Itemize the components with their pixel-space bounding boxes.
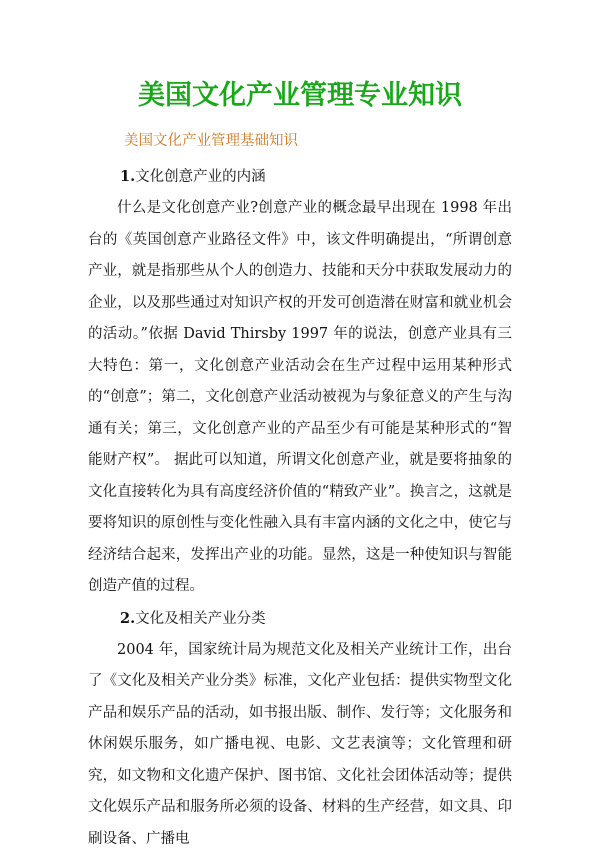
section-paragraph-1: 什么是文化创意产业?创意产业的概念最早出现在 1998 年出台的《英国创意产业路径文件》中，该文件明确提出，“所谓创意产业，就是指那些从个人的创造力、技能和天分中获取发展动力的企业，以及那些通过对知识产权的开发可创造潜在财富和就业机会的活动。”依据 David Thirsby 1997 年的说法，创意产业具有三大特色：第一，文化创意产业活动会在生产过程中运用某种形式的“创意”；第二，文化创意产业活动被视为与象征意义的产生与沟通有关；第三，文化创意产业的产品至少有可能是某种形式的“智能财产权”。 据此可以知道，所谓文化创意产业，就是要将抽象的文化直接转化为具有高度经济价值的“精致产业”。换言之，这就是要将知识的原创性与变化性融入具有丰富内涵的文化之中，使它与经济结合起来，发挥出产业的功能。显然，这是一种使知识与智能创造产值的过程。: [88, 193, 512, 603]
section-number-2: 2.: [120, 610, 135, 627]
section-heading-text-1: 文化创意产业的内涵: [135, 169, 266, 185]
section-heading-text-2: 文化及相关产业分类: [135, 611, 266, 627]
section-paragraph-2: 2004 年，国家统计局为规范文化及相关产业统计工作，出台了《文化及相关产业分类》标准，文化产业包括：提供实物型文化产品和娱乐产品的活动，如书报出版、制作、发行等；文化服务和休闲娱乐服务，如广播电视、电影、文艺表演等；文化管理和研究，如文物和文化遗产保护、图书馆、文化社会团体活动等；提供文化娱乐产品和服务所必须的设备、材料的生产经营，如文具、印刷设备、广播电: [88, 635, 512, 855]
section-heading-2: [88, 603, 512, 635]
section-heading-1: [88, 161, 512, 193]
document-subtitle: 美国文化产业管理基础知识: [88, 130, 512, 152]
document-title: 美国文化产业管理专业知识: [88, 76, 512, 116]
section-number-1: 1.: [120, 168, 135, 185]
